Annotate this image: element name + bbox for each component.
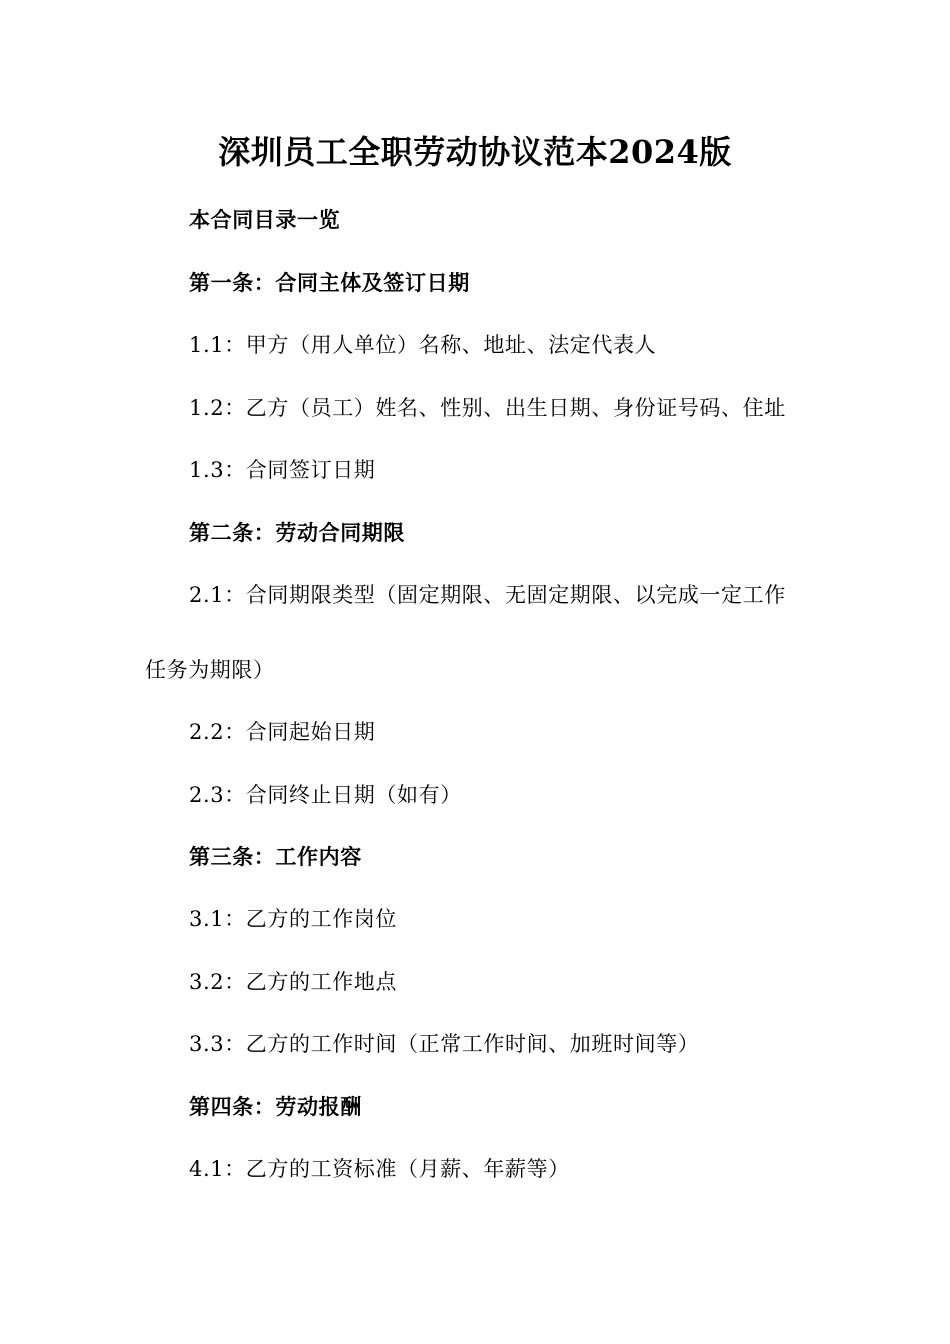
clause-2-3: 2.3：合同终止日期（如有）	[189, 783, 462, 807]
article-4-heading: 第四条：劳动报酬	[189, 1094, 362, 1119]
clause-3-3: 3.3：乙方的工作时间（正常工作时间、加班时间等）	[189, 1032, 700, 1056]
toc-heading: 本合同目录一览	[189, 207, 341, 232]
article-3-heading: 第三条：工作内容	[189, 844, 362, 869]
clause-1-1: 1.1：甲方（用人单位）名称、地址、法定代表人	[189, 333, 657, 357]
clause-2-2: 2.2：合同起始日期	[189, 720, 376, 744]
article-2-heading: 第二条：劳动合同期限	[189, 520, 405, 545]
article-1-heading: 第一条：合同主体及签订日期	[189, 270, 470, 295]
clause-2-1: 2.1：合同期限类型（固定期限、无固定期限、以完成一定工作	[189, 583, 786, 607]
clause-3-2: 3.2：乙方的工作地点	[189, 970, 397, 994]
clause-3-1: 3.1：乙方的工作岗位	[189, 907, 397, 931]
clause-4-1: 4.1：乙方的工资标准（月薪、年薪等）	[189, 1157, 570, 1181]
document-title: 深圳员工全职劳动协议范本2024版	[218, 133, 732, 171]
clause-1-3: 1.3：合同签订日期	[189, 458, 376, 482]
clause-2-1-continued: 任务为期限）	[145, 658, 275, 682]
clause-1-2: 1.2：乙方（员工）姓名、性别、出生日期、身份证号码、住址	[189, 396, 786, 420]
